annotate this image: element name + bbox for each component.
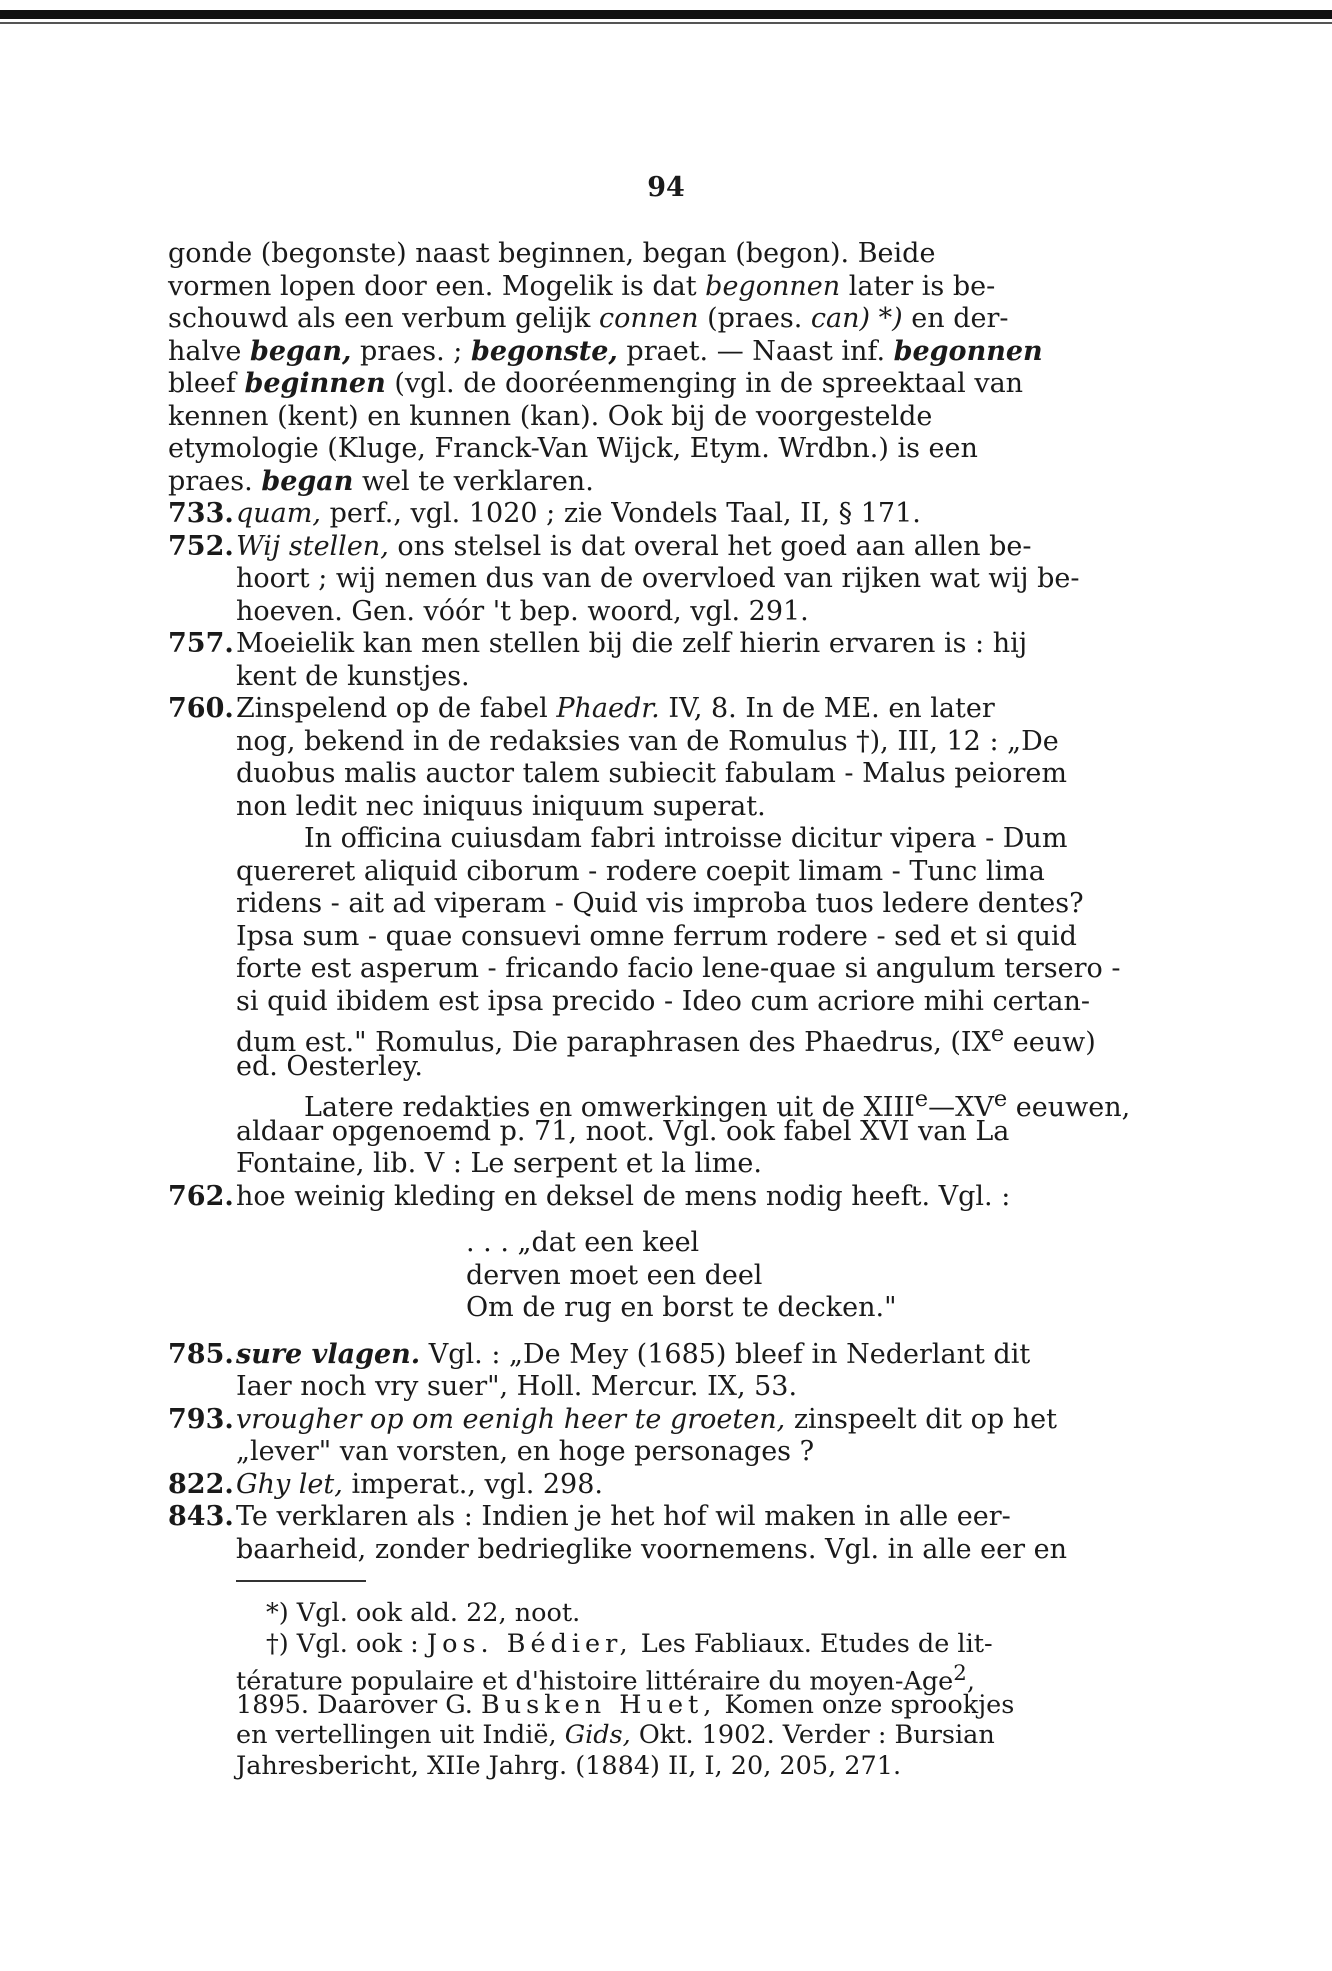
note-785: 785.sure vlagen. Vgl. : „De Mey (1685) bleef in Nederlant dit: [168, 1338, 1031, 1370]
text-line: kennen (kent) en kunnen (kan). Ook bij de voorgestelde: [168, 400, 933, 432]
text-line: quereret aliquid ciborum - rodere coepit limam - Tunc lima: [236, 855, 1045, 887]
text-line: baarheid, zonder bedrieglike voornemens. Vgl. in alle eer en: [236, 1533, 1067, 1565]
text-line: ed. Oesterley.: [236, 1050, 423, 1082]
note-762: 762.hoe weinig kleding en deksel de mens nodig heeft. Vgl. :: [168, 1180, 1011, 1212]
note-843: 843.Te verklaren als : Indien je het hof wil maken in alle eer-: [168, 1501, 1011, 1532]
text-line: praes. began wel te verklaren.: [168, 465, 594, 497]
page-body: [168, 238, 1158, 1781]
text-line: Iaer noch vry suer", Holl. Mercur. IX, 53.: [236, 1371, 798, 1402]
footnote-line: 1895. Daarover G. Busken Huet, Komen onze sprookjes: [236, 1689, 1015, 1720]
text-line: nog, bekend in de redaksies van de Romulus †), III, 12 : „De: [236, 725, 1059, 757]
footnote-rule: [236, 1580, 366, 1582]
note-760: 760.Zinspelend op de fabel Phaedr. IV, 8. In de ME. en later: [168, 693, 995, 724]
text-line: Ipsa sum - quae consuevi omne ferrum rodere - sed et si quid: [236, 920, 1077, 952]
note-757: 757.Moeielik kan men stellen bij die zelf hierin ervaren is : hij: [168, 628, 1028, 659]
footnote-line: Jahresbericht, XIIe Jahrg. (1884) II, I, 20, 205, 271.: [236, 1750, 902, 1781]
text-line: forte est asperum - fricando facio lene-quae si angulum tersero -: [236, 953, 1121, 984]
text-line: dum est." Romulus, Die paraphrasen des Phaedrus, (IXe eeuw): [236, 1021, 1096, 1058]
note-752: 752.Wij stellen, ons stelsel is dat overal het goed aan allen be-: [168, 530, 1032, 562]
footnote-line: en vertellingen uit Indië, Gids, Okt. 1902. Verder : Bursian: [236, 1720, 995, 1750]
text-line: ridens - ait ad viperam - Quid vis improba tuos ledere dentes?: [236, 888, 1084, 919]
text-line: hoeven. Gen. vóór 't bep. woord, vgl. 291.: [236, 595, 809, 627]
text-line: si quid ibidem est ipsa precido - Ideo cum acriore mihi certan-: [236, 985, 1090, 1017]
footnote-line: térature populaire et d'histoire littéraire du moyen-Age$^2$,: [236, 1661, 975, 1697]
text-line: kent de kunstjes.: [236, 660, 470, 692]
text-line: halve began, praes. ; begonste, praet. — Naast inf. begonnen: [168, 335, 1043, 367]
text-line: In officina cuiusdam fabri introisse dicitur vipera - Dum: [304, 823, 1068, 854]
top-border: [0, 10, 1332, 19]
page-number: 94: [647, 172, 685, 203]
note-733: 733.quam, perf., vgl. 1020 ; zie Vondels Taal, II, § 171.: [168, 498, 921, 529]
text-line: Fontaine, lib. V : Le serpent et la lime.: [236, 1148, 762, 1179]
verse-line: . . . „dat een keel: [466, 1227, 700, 1258]
text-line: aldaar opgenoemd p. 71, noot. Vgl. ook fabel XVI van La: [236, 1115, 1010, 1147]
text-line: gonde (begonste) naast beginnen, began (begon). Beide: [168, 238, 936, 269]
text-line: hoort ; wij nemen dus van de overvloed van rijken wat wij be-: [236, 563, 1080, 594]
text-line: schouwd als een verbum gelijk connen (praes. can) *) en der-: [168, 303, 1009, 334]
footnote-2: †) Vgl. ook : Jos. Bédier, Les Fabliaux. Etudes de lit-: [266, 1628, 993, 1659]
text-line: Latere redakties en omwerkingen uit de XIIIe—XVe eeuwen,: [304, 1086, 1131, 1123]
text-line: non ledit nec iniquus iniquum superat.: [236, 790, 766, 822]
text-line: duobus malis auctor talem subiecit fabulam - Malus peiorem: [236, 758, 1067, 789]
text-line: etymologie (Kluge, Franck-Van Wijck, Etym. Wrdbn.) is een: [168, 433, 978, 464]
footnotes: [168, 1598, 1158, 1781]
text-line: bleef beginnen (vgl. de dooréenmenging in de spreektaal van: [168, 368, 1024, 399]
verse-line: Om de rug en borst te decken.": [466, 1292, 897, 1323]
note-793: 793.vrougher op om eenigh heer te groeten, zinspeelt dit op het: [168, 1403, 1057, 1435]
text-line: vormen lopen door een. Mogelik is dat begonnen later is be-: [168, 270, 996, 302]
text-line: „lever" van vorsten, en hoge personages ?: [236, 1436, 815, 1467]
verse-line: derven moet een deel: [466, 1259, 763, 1291]
note-822: 822.Ghy let, imperat., vgl. 298.: [168, 1468, 603, 1500]
top-border-thin: [0, 22, 1332, 24]
footnote-1: *) Vgl. ook ald. 22, noot.: [266, 1598, 581, 1628]
